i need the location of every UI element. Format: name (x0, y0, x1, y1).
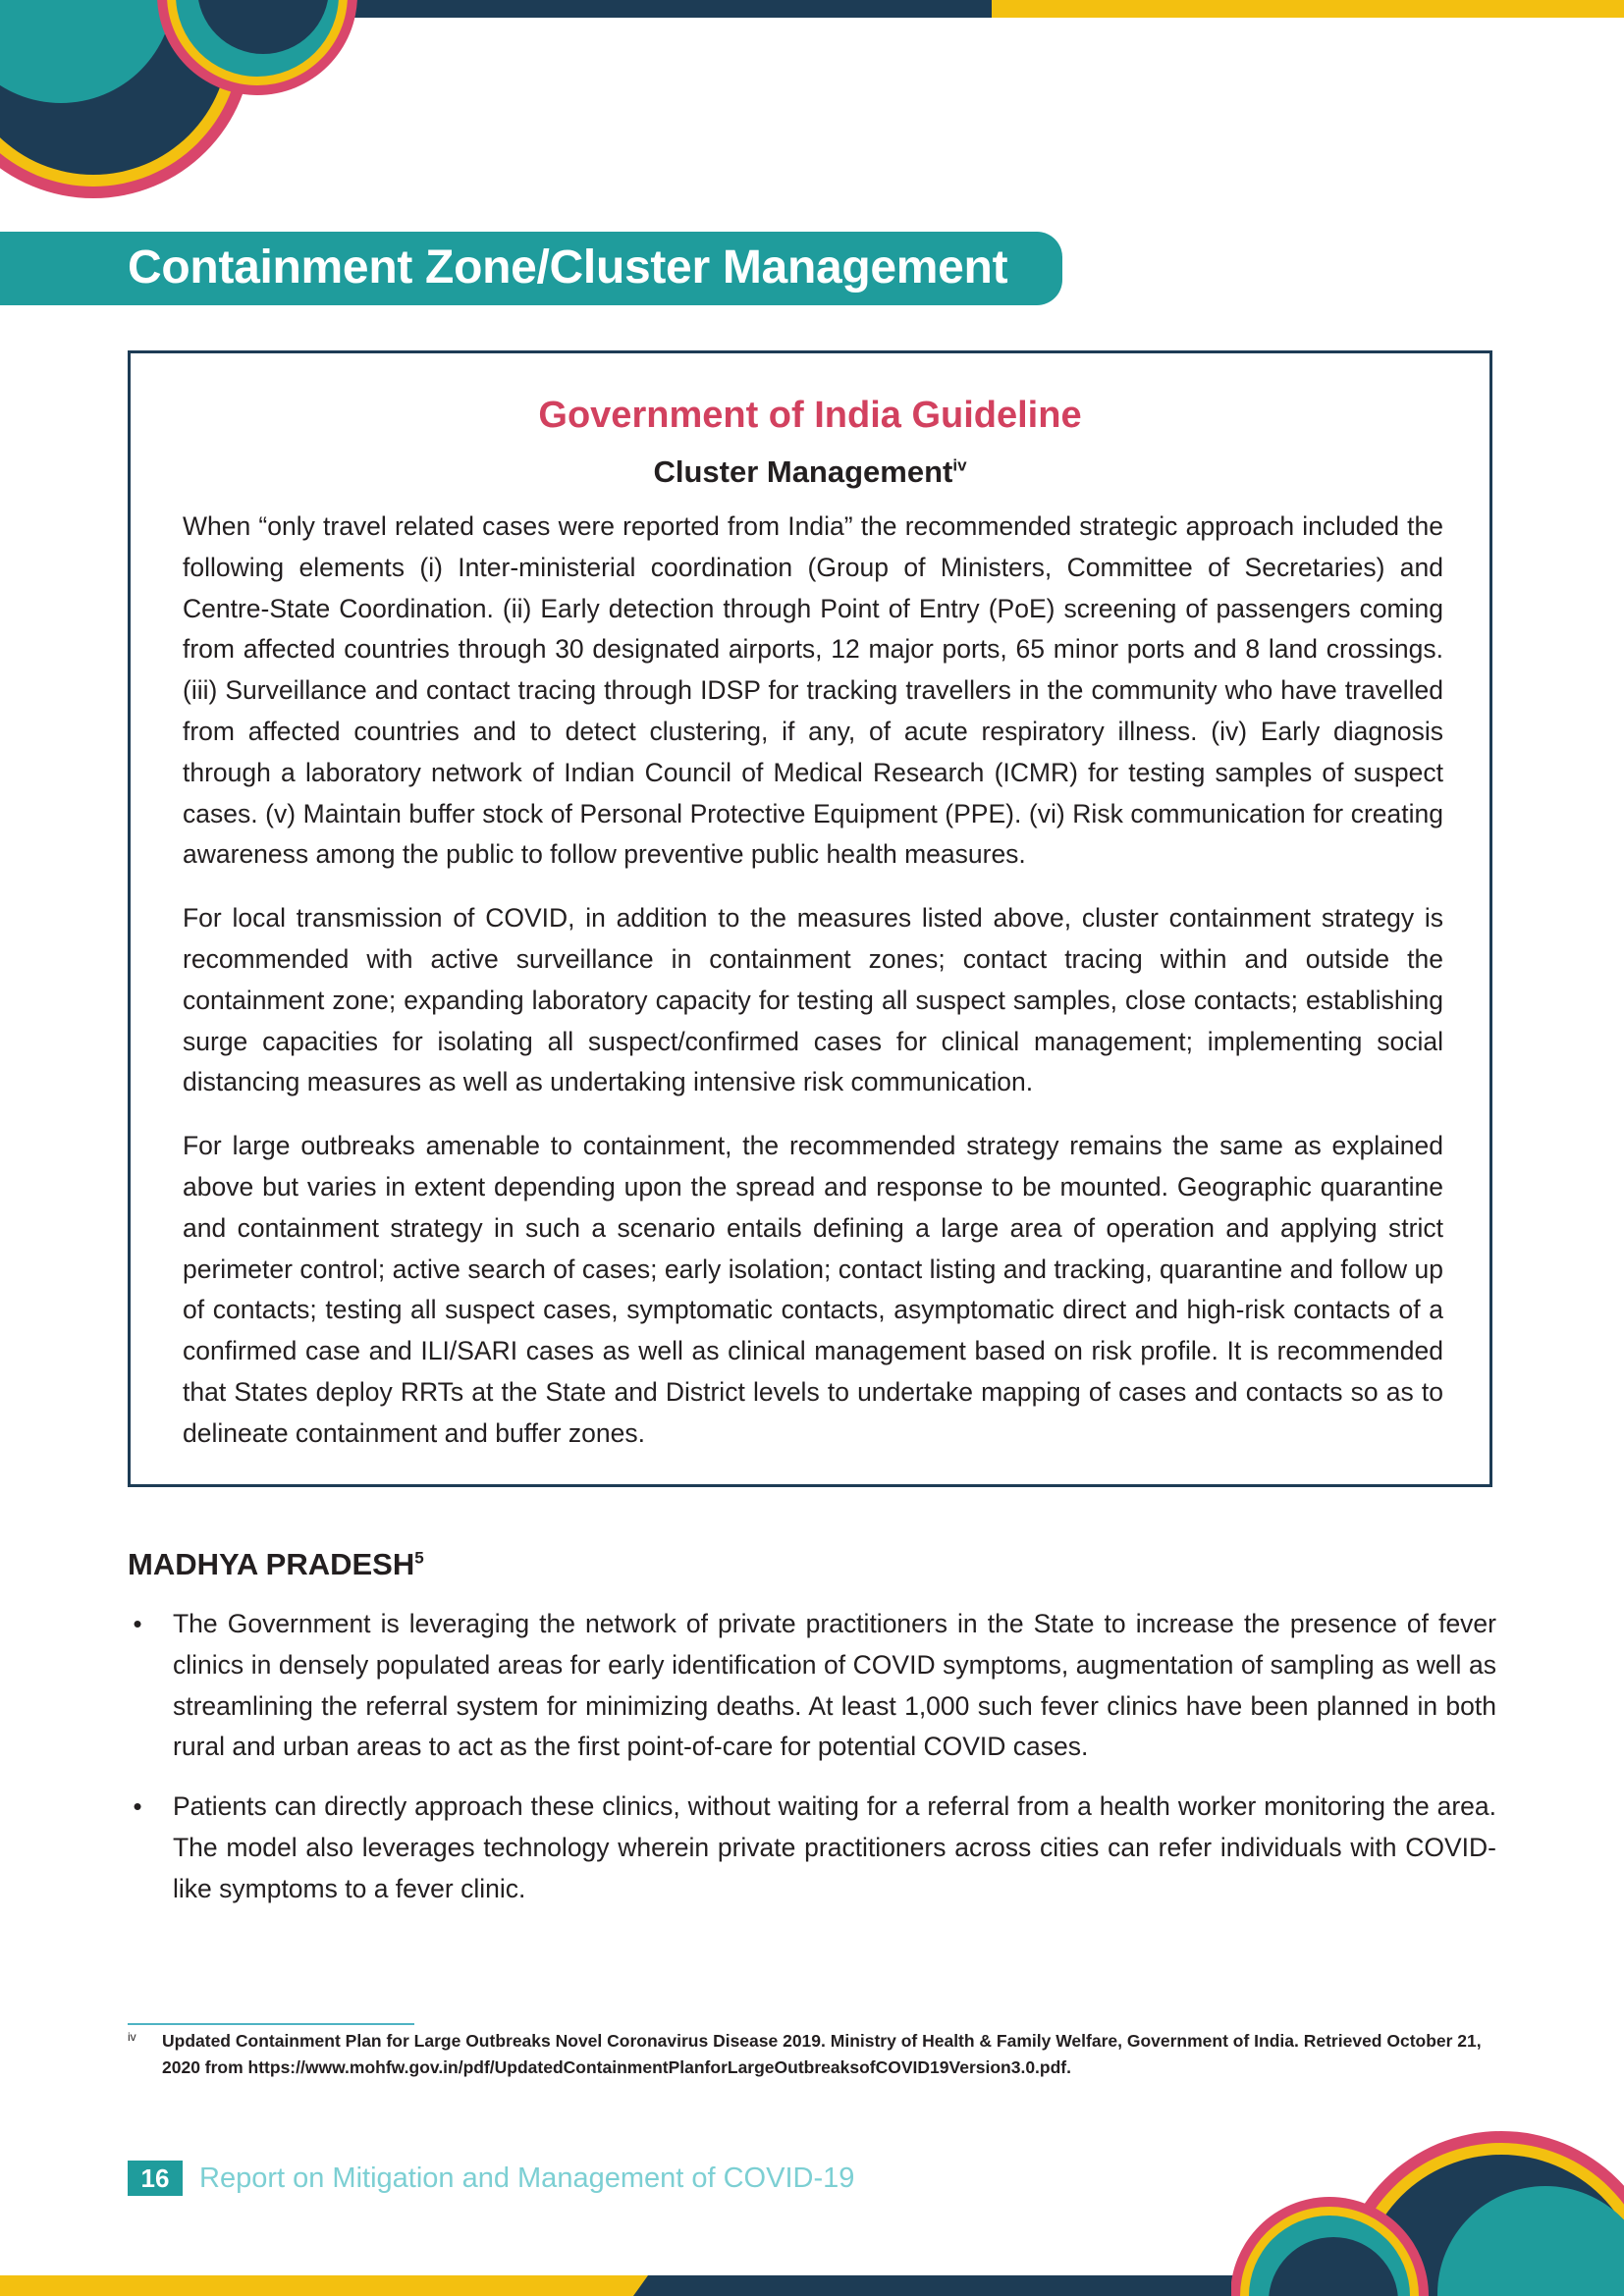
madhya-pradesh-bullet-list (128, 1604, 1496, 1929)
madhya-pradesh-heading-text: MADHYA PRADESH (128, 1547, 415, 1581)
top-left-circles-decoration (0, 0, 393, 206)
madhya-pradesh-heading-ref: 5 (414, 1548, 424, 1568)
guideline-subheading (131, 454, 1489, 490)
guideline-box (128, 350, 1492, 1487)
guideline-body (183, 507, 1443, 1477)
bottom-bar-yellow (0, 2275, 648, 2296)
guideline-subheading-text: Cluster Management (653, 454, 953, 489)
top-bar-yellow (992, 0, 1624, 18)
list-item (128, 1604, 1496, 1768)
madhya-pradesh-heading (128, 1547, 424, 1582)
report-title: Report on Mitigation and Management of COVID-19 (199, 2163, 855, 2194)
footnote-text: Updated Containment Plan for Large Outbreaks Novel Coronavirus Disease 2019. Ministry of Health & Family Welfare, Government of India. Retrieved October 21, 2020 from https://www.mohfw.gov.in/pdf/UpdatedContainmentPlanforLargeOutbreaksofCOVID19Version3.0.pdf. (162, 2031, 1482, 2077)
footnote-marker: iv (128, 2030, 136, 2044)
guideline-paragraph-3: For large outbreaks amenable to containment, the recommended strategy remains the same as explained above but varies in extent depending upon the spread and response to be mounted. Geographic quarantine and containment strategy in such a scenario entails defining a large area of operation and applying strict perimeter control; active search of cases; early isolation; contact listing and tracking, quarantine and follow up of contacts; testing all suspect cases, symptomatic contacts, asymptomatic direct and high-risk contacts of a confirmed case and ILI/SARI cases as well as clinical management based on risk profile. It is recommended that States deploy RRTs at the State and District levels to undertake mapping of cases and contacts so as to delineate containment and buffer zones. (183, 1131, 1443, 1448)
footnote-divider (128, 2023, 414, 2025)
list-item (128, 1787, 1496, 1909)
guideline-paragraph-2: For local transmission of COVID, in addition to the measures listed above, cluster containment strategy is recommended with active surveillance in containment zones; contact tracing within and outside the containment zone; expanding laboratory capacity for testing all suspect samples, close contacts; establishing surge capacities for isolating all suspect/confirmed cases for clinical management; implementing social distancing measures as well as undertaking intensive risk communication. (183, 903, 1443, 1097)
guideline-paragraph-1: When “only travel related cases were reported from India” the recommended strategic approach included the following elements (i) Inter-ministerial coordination (Group of Ministers, Committee of Secretaries) and Centre-State Coordination. (ii) Early detection through Point of Entry (PoE) screening of passengers coming from affected countries through 30 designated airports, 12 major ports, 65 minor ports and 8 land crossings. (iii) Surveillance and contact tracing through IDSP for tracking travellers in the community who have travelled from affected countries and to detect clustering, if any, of acute respiratory illness. (iv) Early diagnosis through a laboratory network of Indian Council of Medical Research (ICMR) for testing samples of suspect cases. (v) Maintain buffer stock of Personal Protective Equipment (PPE). (vi) Risk communication for creating awareness among the public to follow preventive public health measures. (183, 511, 1443, 870)
bottom-right-circles-decoration (1231, 2080, 1624, 2296)
guideline-subheading-ref: iv (952, 455, 967, 475)
list-item-text: Patients can directly approach these clinics, without waiting for a referral from a health worker monitoring the area. The model also leverages technology wherein private practitioners across cities can refer individuals with COVID-like symptoms to a fever clinic. (173, 1791, 1496, 1903)
page-number: 16 (128, 2161, 183, 2196)
bullet-icon: • (133, 1609, 142, 1638)
list-item-text: The Government is leveraging the network of private practitioners in the State to increase the presence of fever clinics in densely populated areas for early identification of COVID symptoms, augmentation of sampling as well as streamlining the referral system for minimizing deaths. At least 1,000 such fever clinics have been planned in both rural and urban areas to act as the first point-of-care for potential COVID cases. (173, 1609, 1496, 1762)
guideline-heading: Government of India Guideline (538, 395, 1082, 436)
bullet-icon: • (133, 1791, 142, 1822)
section-title: Containment Zone/Cluster Management (128, 241, 1008, 294)
